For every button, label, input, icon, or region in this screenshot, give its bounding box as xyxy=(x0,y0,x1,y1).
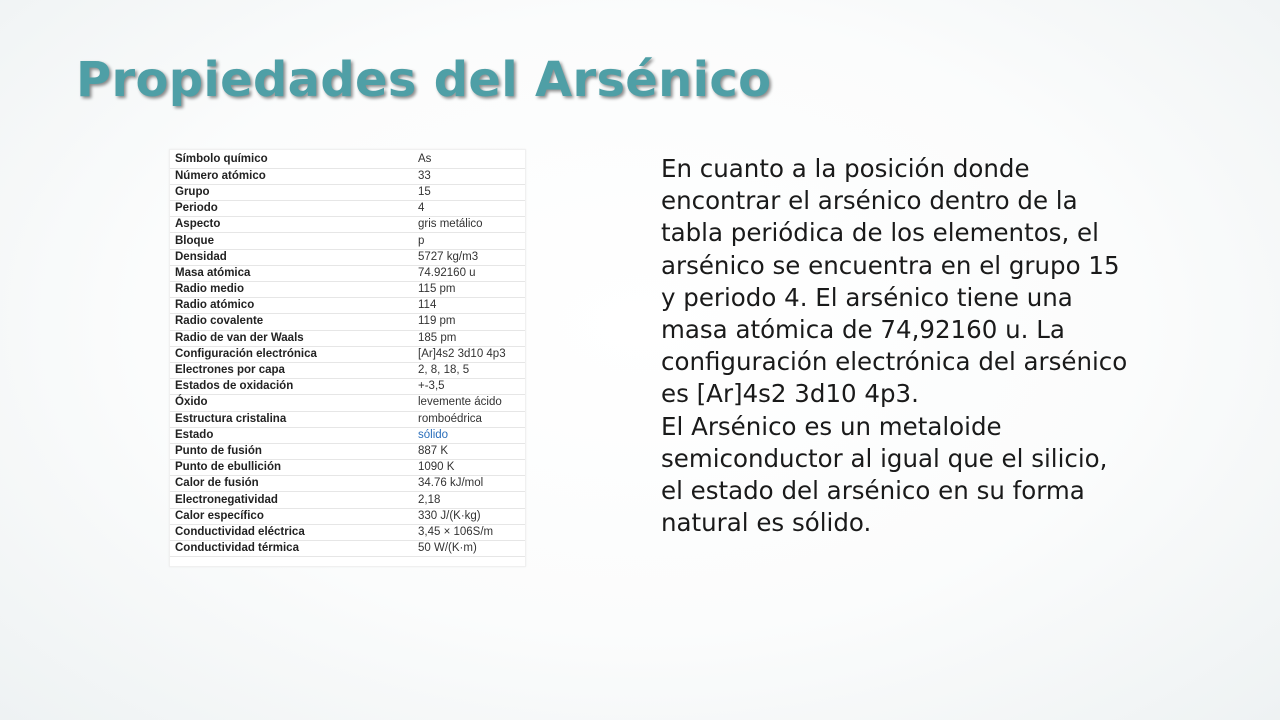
property-label: Masa atómica xyxy=(170,265,417,281)
property-label: Estado xyxy=(170,427,417,443)
property-value: +-3,5 xyxy=(417,379,525,395)
property-label: Punto de fusión xyxy=(170,443,417,459)
property-label: Bloque xyxy=(170,233,417,249)
property-label: Electronegatividad xyxy=(170,492,417,508)
body-text xyxy=(661,153,1221,539)
property-row xyxy=(170,298,525,314)
property-label: Radio de van der Waals xyxy=(170,330,417,346)
property-row xyxy=(170,152,525,168)
property-row xyxy=(170,249,525,265)
property-label: Punto de ebullición xyxy=(170,460,417,476)
property-value: 2, 8, 18, 5 xyxy=(417,362,525,378)
property-label: Conductividad térmica xyxy=(170,541,417,557)
property-label: Radio atómico xyxy=(170,298,417,314)
property-row xyxy=(170,346,525,362)
property-value: 330 J/(K·kg) xyxy=(417,508,525,524)
property-label: Densidad xyxy=(170,249,417,265)
property-value: 1090 K xyxy=(417,460,525,476)
property-label: Radio covalente xyxy=(170,314,417,330)
property-value: levemente ácido xyxy=(417,395,525,411)
property-row xyxy=(170,362,525,378)
properties-table-image xyxy=(169,149,526,567)
property-row xyxy=(170,508,525,524)
property-value: 15 xyxy=(417,184,525,200)
property-value: As xyxy=(417,152,525,168)
property-row xyxy=(170,427,525,443)
property-label: Aspecto xyxy=(170,217,417,233)
property-label: Calor de fusión xyxy=(170,476,417,492)
property-value: gris metálico xyxy=(417,217,525,233)
property-row xyxy=(170,168,525,184)
property-value: 34.76 kJ/mol xyxy=(417,476,525,492)
body-paragraph-position: En cuanto a la posición donde encontrar el arsénico dentro de la tabla periódica de los elementos, el arsénico se encuentra en el grupo 15 y periodo 4. El arsénico tiene una masa atómica de 74,92160 u. La configuración electrónica del arsénico es [Ar]4s2 3d10 4p3. xyxy=(661,154,1128,409)
property-row xyxy=(170,379,525,395)
property-label: Configuración electrónica xyxy=(170,346,417,362)
properties-table xyxy=(170,152,525,557)
property-value: 4 xyxy=(417,201,525,217)
property-row xyxy=(170,476,525,492)
property-value: 115 pm xyxy=(417,282,525,298)
property-row xyxy=(170,217,525,233)
property-value: 114 xyxy=(417,298,525,314)
property-value: 74.92160 u xyxy=(417,265,525,281)
property-row xyxy=(170,524,525,540)
property-row xyxy=(170,265,525,281)
property-row xyxy=(170,541,525,557)
property-label: Estructura cristalina xyxy=(170,411,417,427)
property-row xyxy=(170,443,525,459)
property-label: Radio medio xyxy=(170,282,417,298)
property-row xyxy=(170,201,525,217)
property-value: 887 K xyxy=(417,443,525,459)
property-row xyxy=(170,460,525,476)
property-label: Grupo xyxy=(170,184,417,200)
property-label: Símbolo químico xyxy=(170,152,417,168)
property-value: 119 pm xyxy=(417,314,525,330)
property-row xyxy=(170,330,525,346)
property-label: Conductividad eléctrica xyxy=(170,524,417,540)
property-row xyxy=(170,492,525,508)
slide-title: Propiedades del Arsénico xyxy=(76,52,772,108)
property-row xyxy=(170,282,525,298)
property-row xyxy=(170,184,525,200)
property-label: Número atómico xyxy=(170,168,417,184)
property-row xyxy=(170,314,525,330)
property-row xyxy=(170,411,525,427)
property-value: [Ar]4s2 3d10 4p3 xyxy=(417,346,525,362)
property-value: 185 pm xyxy=(417,330,525,346)
property-label: Óxido xyxy=(170,395,417,411)
property-row xyxy=(170,233,525,249)
property-label: Calor específico xyxy=(170,508,417,524)
property-label: Electrones por capa xyxy=(170,362,417,378)
property-row xyxy=(170,395,525,411)
property-value: 33 xyxy=(417,168,525,184)
property-value: p xyxy=(417,233,525,249)
properties-table-body xyxy=(170,152,525,557)
property-value: romboédrica xyxy=(417,411,525,427)
property-value: 3,45 × 106S/m xyxy=(417,524,525,540)
property-label: Periodo xyxy=(170,201,417,217)
property-value: 2,18 xyxy=(417,492,525,508)
property-value-link[interactable]: sólido xyxy=(417,427,525,443)
property-label: Estados de oxidación xyxy=(170,379,417,395)
property-value: 5727 kg/m3 xyxy=(417,249,525,265)
property-value: 50 W/(K·m) xyxy=(417,541,525,557)
body-paragraph-metalloid: El Arsénico es un metaloide semiconductor al igual que el silicio, el estado del arsénico en su forma natural es sólido. xyxy=(661,411,1108,538)
